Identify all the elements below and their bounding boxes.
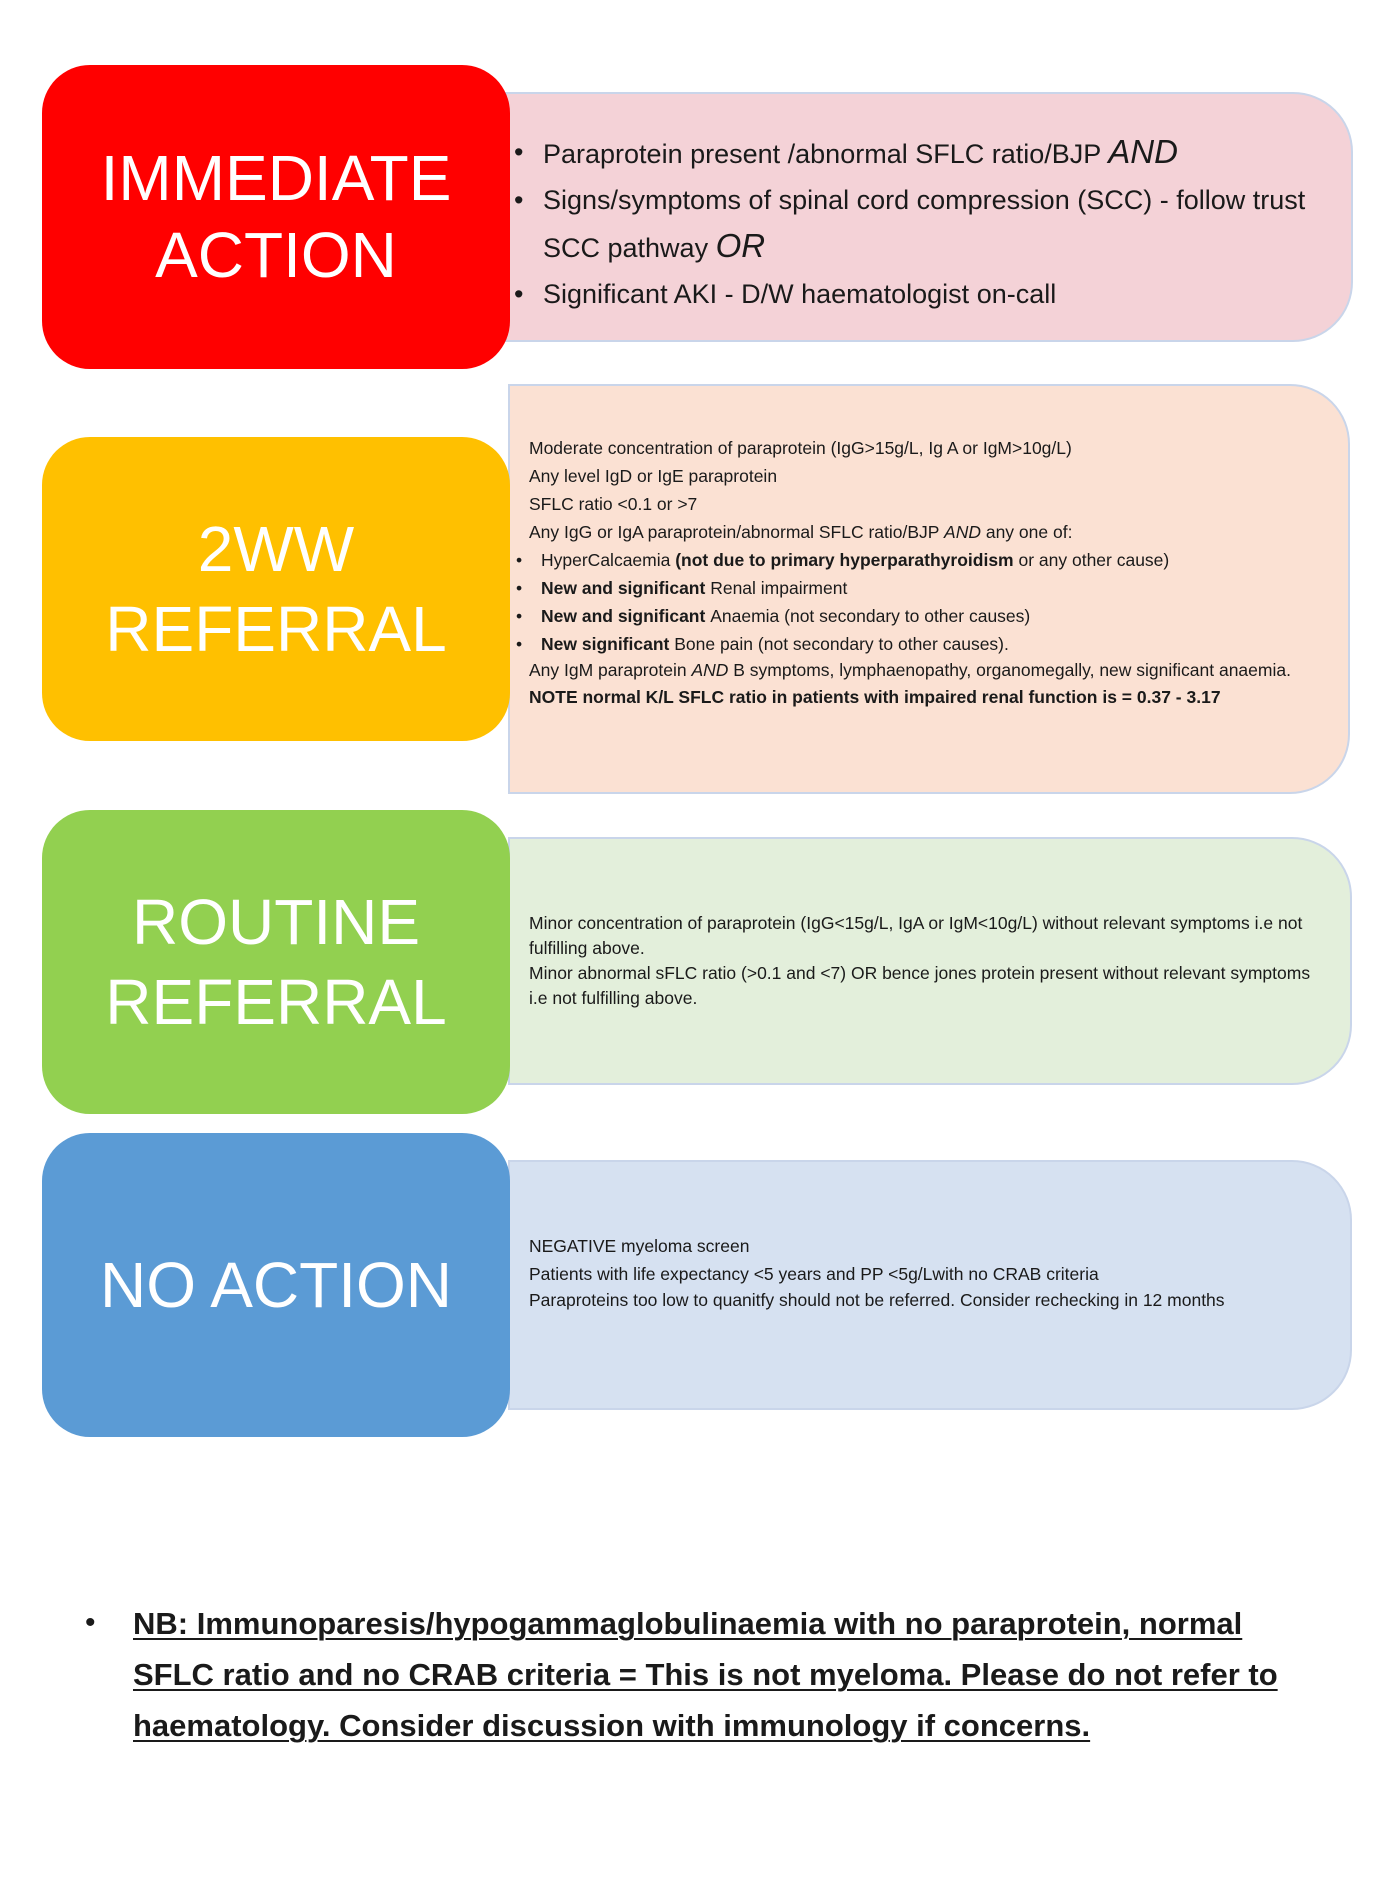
criteria-text: HyperCalcaemia — [541, 550, 676, 570]
criteria-text: Paraproteins too low to quanitfy should not be referred. Consider rechecking in 12 months — [529, 1290, 1225, 1310]
footnote-bullet: • — [85, 1606, 96, 1639]
2ww-referral-label — [42, 437, 510, 741]
criteria-text: Minor concentration of paraprotein (IgG<15g/L, IgA or IgM<10g/L) without relevant symptoms i.e not fulfilling above. — [529, 913, 1303, 958]
no-action-criteria — [516, 1232, 1316, 1313]
criteria-item — [516, 1232, 1316, 1260]
no-action-panel — [508, 1160, 1352, 1410]
criteria-item — [528, 602, 1316, 630]
2ww-referral-criteria — [516, 434, 1316, 711]
2ww-referral-panel — [508, 384, 1350, 794]
criteria-text: NOTE normal K/L SFLC ratio in patients with impaired renal function is = 0.37 - 3.17 — [529, 687, 1221, 707]
criteria-text: OR — [715, 227, 766, 264]
routine-referral-panel — [508, 837, 1352, 1085]
criteria-text: Patients with life expectancy <5 years and PP <5g/Lwith no CRAB criteria — [529, 1264, 1099, 1284]
footnote-text: NB: Immunoparesis/hypogammaglobulinaemia with no paraprotein, normal SFLC ratio and no CRAB criteria = This is not myeloma. Please do not refer to haematology. Consider discussion with immunology if concerns. — [133, 1606, 1278, 1743]
criteria-text: Anaemia (not secondary to other causes) — [710, 606, 1031, 626]
criteria-item — [516, 434, 1316, 462]
criteria-text: Minor abnormal sFLC ratio (>0.1 and <7) OR bence jones protein present without relevant symptoms i.e not fulfilling above. — [529, 963, 1311, 1008]
label-line: ACTION — [155, 219, 397, 291]
immediate-action-criteria — [527, 129, 1317, 317]
criteria-text: Any level IgD or IgE paraprotein — [529, 466, 778, 486]
label-line: REFERRAL — [105, 966, 447, 1038]
label-line: NO ACTION — [99, 1248, 453, 1321]
criteria-text: AND — [691, 660, 729, 680]
criteria-text: B symptoms, lymphaenopathy, organomegally, new significant anaemia. — [728, 660, 1291, 680]
criteria-item — [528, 546, 1316, 574]
criteria-text: or any other cause) — [1013, 550, 1170, 570]
routine-referral-criteria — [516, 911, 1316, 1011]
criteria-text: Paraprotein present /abnormal SFLC ratio/BJP — [543, 139, 1109, 169]
criteria-text: NEGATIVE myeloma screen — [529, 1236, 750, 1256]
criteria-item — [528, 574, 1316, 602]
criteria-item — [528, 630, 1316, 658]
criteria-text: Signs/symptoms of spinal cord compression (SCC) - follow trust SCC pathway — [543, 185, 1306, 263]
criteria-item — [516, 518, 1316, 546]
criteria-item — [516, 911, 1316, 961]
criteria-item — [516, 1260, 1316, 1288]
criteria-text: AND — [1108, 133, 1178, 170]
footnote — [85, 1598, 1285, 1751]
criteria-text: Significant AKI - D/W haematologist on-call — [543, 279, 1057, 309]
criteria-text: AND — [944, 522, 981, 542]
criteria-item — [527, 129, 1317, 177]
immediate-action-panel — [505, 92, 1353, 342]
criteria-text: Renal impairment — [710, 578, 848, 598]
criteria-text: any one of: — [980, 522, 1073, 542]
label-line: REFERRAL — [105, 593, 447, 665]
criteria-item — [516, 1288, 1316, 1313]
criteria-text: Bone pain (not secondary to other causes). — [674, 634, 1009, 654]
immediate-action-label — [42, 65, 510, 369]
criteria-text: (not due to primary hyperparathyroidism — [675, 550, 1014, 570]
criteria-item — [516, 961, 1316, 1011]
criteria-text: New and significant — [541, 606, 711, 626]
routine-referral-label — [42, 810, 510, 1114]
label-line: 2WW — [197, 513, 355, 585]
criteria-text: Moderate concentration of paraprotein (IgG>15g/L, Ig A or IgM>10g/L) — [529, 438, 1072, 458]
criteria-item — [516, 462, 1316, 490]
label-line: ROUTINE — [132, 886, 420, 958]
criteria-item — [516, 658, 1316, 683]
criteria-item — [516, 490, 1316, 518]
criteria-item — [516, 683, 1316, 711]
criteria-text: New and significant — [541, 578, 711, 598]
criteria-text: New significant — [541, 634, 675, 654]
criteria-text: Any IgM paraprotein — [529, 660, 692, 680]
criteria-text: SFLC ratio <0.1 or >7 — [529, 494, 698, 514]
no-action-label — [42, 1133, 510, 1437]
criteria-text: Any IgG or IgA paraprotein/abnormal SFLC ratio/BJP — [529, 522, 945, 542]
criteria-item — [527, 177, 1317, 271]
label-line: IMMEDIATE — [100, 142, 452, 215]
criteria-item — [527, 271, 1317, 317]
